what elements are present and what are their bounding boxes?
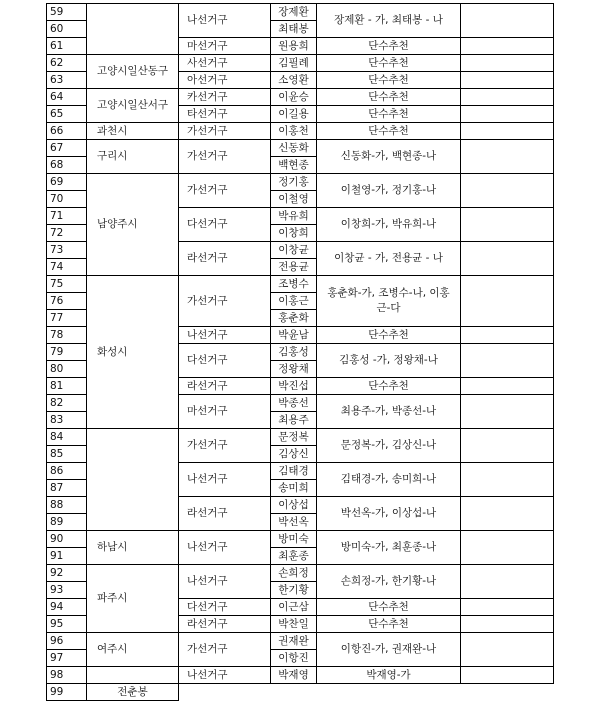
candidate-cell: 최용주	[271, 412, 317, 429]
table-row	[47, 4, 554, 21]
district-cell: 가선거구	[179, 140, 271, 174]
row-number-cell: 75	[47, 276, 87, 293]
row-number-cell: 68	[47, 157, 87, 174]
candidate-cell: 김상신	[271, 446, 317, 463]
region-cell	[87, 4, 179, 55]
blank-cell	[461, 72, 554, 89]
row-number-cell: 83	[47, 412, 87, 429]
region-cell: 고양시일산동구	[87, 55, 179, 89]
candidate-cell: 신동화	[271, 140, 317, 157]
candidate-cell: 김태경	[271, 463, 317, 480]
region-cell: 여주시	[87, 633, 179, 667]
district-cell: 라선거구	[179, 378, 271, 395]
district-cell: 가선거구	[179, 174, 271, 208]
blank-cell	[461, 565, 554, 599]
blank-cell	[461, 633, 554, 667]
row-number-cell: 74	[47, 259, 87, 276]
candidate-cell: 송미희	[271, 480, 317, 497]
table-row	[47, 429, 554, 446]
row-number-cell: 97	[47, 650, 87, 667]
candidate-cell: 정왕채	[271, 361, 317, 378]
table-body	[47, 4, 554, 701]
result-cell: 방미숙-가, 최훈종-나	[317, 531, 461, 565]
blank-cell	[461, 497, 554, 531]
result-cell: 박재영-가	[317, 667, 461, 684]
candidate-cell: 원용희	[271, 38, 317, 55]
candidate-cell: 한기황	[271, 582, 317, 599]
blank-cell	[461, 55, 554, 72]
district-cell: 나선거구	[179, 327, 271, 344]
district-cell: 아선거구	[179, 72, 271, 89]
blank-cell	[461, 4, 554, 38]
district-cell: 다선거구	[179, 344, 271, 378]
district-cell: 가선거구	[179, 633, 271, 667]
region-cell: 화성시	[87, 276, 179, 429]
row-number-cell: 73	[47, 242, 87, 259]
candidate-cell: 이상섭	[271, 497, 317, 514]
result-cell: 홍춘화-가, 조병수-나, 이홍근-다	[317, 276, 461, 327]
blank-cell	[461, 429, 554, 463]
row-number-cell: 88	[47, 497, 87, 514]
row-number-cell: 65	[47, 106, 87, 123]
table-row	[47, 276, 554, 293]
district-cell: 가선거구	[179, 123, 271, 140]
candidate-cell: 손희정	[271, 565, 317, 582]
candidate-cell: 이근삼	[271, 599, 317, 616]
table-row	[47, 89, 554, 106]
district-cell: 나선거구	[179, 565, 271, 599]
candidate-cell: 박찬일	[271, 616, 317, 633]
row-number-cell: 90	[47, 531, 87, 548]
district-cell: 나선거구	[179, 4, 271, 38]
candidate-cell: 박선옥	[271, 514, 317, 531]
region-cell: 하남시	[87, 531, 179, 565]
candidate-cell: 이항진	[271, 650, 317, 667]
row-number-cell: 80	[47, 361, 87, 378]
result-cell: 이항진-가, 권재완-나	[317, 633, 461, 667]
district-cell: 라선거구	[179, 616, 271, 633]
row-number-cell: 92	[47, 565, 87, 582]
result-cell: 손희정-가, 한기황-나	[317, 565, 461, 599]
district-cell: 라선거구	[179, 242, 271, 276]
blank-cell	[461, 174, 554, 208]
candidate-cell: 방미숙	[271, 531, 317, 548]
row-number-cell: 95	[47, 616, 87, 633]
region-cell	[87, 429, 179, 531]
result-cell: 박선옥-가, 이상섭-나	[317, 497, 461, 531]
row-number-cell: 93	[47, 582, 87, 599]
blank-cell	[461, 599, 554, 616]
blank-cell	[461, 208, 554, 242]
result-cell: 단수추천	[317, 106, 461, 123]
candidate-cell: 문정복	[271, 429, 317, 446]
district-cell: 가선거구	[179, 429, 271, 463]
blank-cell	[461, 616, 554, 633]
district-cell: 다선거구	[179, 599, 271, 616]
candidate-cell: 조병수	[271, 276, 317, 293]
row-number-cell: 82	[47, 395, 87, 412]
table-row	[47, 531, 554, 548]
candidate-cell: 최훈종	[271, 548, 317, 565]
blank-cell	[461, 276, 554, 327]
result-cell: 이철영-가, 정기홍-나	[317, 174, 461, 208]
candidate-cell: 박진섭	[271, 378, 317, 395]
table-row	[47, 684, 554, 701]
row-number-cell: 81	[47, 378, 87, 395]
row-number-cell: 98	[47, 667, 87, 684]
table-row	[47, 633, 554, 650]
result-cell: 최용주-가, 박종선-나	[317, 395, 461, 429]
candidate-cell: 이윤승	[271, 89, 317, 106]
candidate-cell: 홍춘화	[271, 310, 317, 327]
candidate-cell: 전용균	[271, 259, 317, 276]
blank-cell	[461, 667, 554, 684]
row-number-cell: 63	[47, 72, 87, 89]
result-cell: 장제환 - 가, 최태봉 - 나	[317, 4, 461, 38]
row-number-cell: 67	[47, 140, 87, 157]
blank-cell	[461, 242, 554, 276]
blank-cell	[461, 344, 554, 378]
row-number-cell: 76	[47, 293, 87, 310]
table-row	[47, 565, 554, 582]
row-number-cell: 99	[47, 684, 87, 701]
row-number-cell: 62	[47, 55, 87, 72]
result-cell: 단수추천	[317, 89, 461, 106]
candidate-cell: 최태봉	[271, 21, 317, 38]
row-number-cell: 96	[47, 633, 87, 650]
result-cell: 김홍성 -가, 정왕채-나	[317, 344, 461, 378]
result-cell: 이창균 - 가, 전용균 - 나	[317, 242, 461, 276]
district-cell: 타선거구	[179, 106, 271, 123]
district-cell: 다선거구	[179, 208, 271, 242]
result-cell: 문정복-가, 김상신-나	[317, 429, 461, 463]
candidate-cell: 소영환	[271, 72, 317, 89]
candidate-cell: 이홍천	[271, 123, 317, 140]
candidate-cell: 이홍근	[271, 293, 317, 310]
row-number-cell: 72	[47, 225, 87, 242]
result-cell: 단수추천	[317, 599, 461, 616]
row-number-cell: 85	[47, 446, 87, 463]
blank-cell	[461, 123, 554, 140]
result-cell: 단수추천	[317, 327, 461, 344]
district-cell: 마선거구	[179, 395, 271, 429]
candidate-cell: 박종선	[271, 395, 317, 412]
blank-cell	[461, 89, 554, 106]
district-cell: 카선거구	[179, 89, 271, 106]
blank-cell	[461, 140, 554, 174]
blank-cell	[461, 531, 554, 565]
row-number-cell: 70	[47, 191, 87, 208]
district-cell: 마선거구	[179, 38, 271, 55]
candidate-cell: 이창균	[271, 242, 317, 259]
blank-cell	[461, 38, 554, 55]
table-row	[47, 55, 554, 72]
region-cell	[87, 667, 179, 684]
candidate-cell: 정기홍	[271, 174, 317, 191]
candidate-cell: 박유희	[271, 208, 317, 225]
row-number-cell: 69	[47, 174, 87, 191]
row-number-cell: 89	[47, 514, 87, 531]
candidate-cell: 김홍성	[271, 344, 317, 361]
row-number-cell: 66	[47, 123, 87, 140]
row-number-cell: 84	[47, 429, 87, 446]
result-cell: 김태경-가, 송미희-나	[317, 463, 461, 497]
result-cell: 이창희-가, 박유희-나	[317, 208, 461, 242]
result-cell: 단수추천	[317, 38, 461, 55]
nomination-table	[46, 3, 554, 701]
row-number-cell: 60	[47, 21, 87, 38]
row-number-cell: 77	[47, 310, 87, 327]
row-number-cell: 59	[47, 4, 87, 21]
candidate-cell: 이길용	[271, 106, 317, 123]
row-number-cell: 64	[47, 89, 87, 106]
candidate-cell: 백현종	[271, 157, 317, 174]
row-number-cell: 61	[47, 38, 87, 55]
row-number-cell: 79	[47, 344, 87, 361]
blank-cell	[461, 395, 554, 429]
candidate-cell: 전춘봉	[87, 684, 179, 701]
district-cell: 가선거구	[179, 276, 271, 327]
row-number-cell: 78	[47, 327, 87, 344]
row-number-cell: 71	[47, 208, 87, 225]
district-cell: 사선거구	[179, 55, 271, 72]
district-cell: 라선거구	[179, 497, 271, 531]
candidate-cell: 박윤남	[271, 327, 317, 344]
candidate-cell: 이철영	[271, 191, 317, 208]
candidate-cell: 이창희	[271, 225, 317, 242]
table-row	[47, 174, 554, 191]
candidate-cell: 장제환	[271, 4, 317, 21]
region-cell: 과천시	[87, 123, 179, 140]
region-cell: 남양주시	[87, 174, 179, 276]
row-number-cell: 87	[47, 480, 87, 497]
result-cell: 단수추천	[317, 72, 461, 89]
region-cell: 구리시	[87, 140, 179, 174]
blank-cell	[461, 327, 554, 344]
district-cell: 나선거구	[179, 463, 271, 497]
table-row	[47, 123, 554, 140]
candidate-cell: 박재영	[271, 667, 317, 684]
result-cell: 단수추천	[317, 616, 461, 633]
row-number-cell: 91	[47, 548, 87, 565]
blank-cell	[461, 106, 554, 123]
candidate-cell: 김필례	[271, 55, 317, 72]
district-cell: 나선거구	[179, 667, 271, 684]
table-row	[47, 140, 554, 157]
row-number-cell: 86	[47, 463, 87, 480]
candidate-cell: 권재완	[271, 633, 317, 650]
result-cell: 단수추천	[317, 55, 461, 72]
blank-cell	[461, 378, 554, 395]
district-cell: 나선거구	[179, 531, 271, 565]
result-cell: 단수추천	[317, 378, 461, 395]
row-number-cell: 94	[47, 599, 87, 616]
table-row	[47, 667, 554, 684]
region-cell: 고양시일산서구	[87, 89, 179, 123]
result-cell: 단수추천	[317, 123, 461, 140]
blank-cell	[461, 463, 554, 497]
region-cell: 파주시	[87, 565, 179, 633]
result-cell: 신동화-가, 백현종-나	[317, 140, 461, 174]
